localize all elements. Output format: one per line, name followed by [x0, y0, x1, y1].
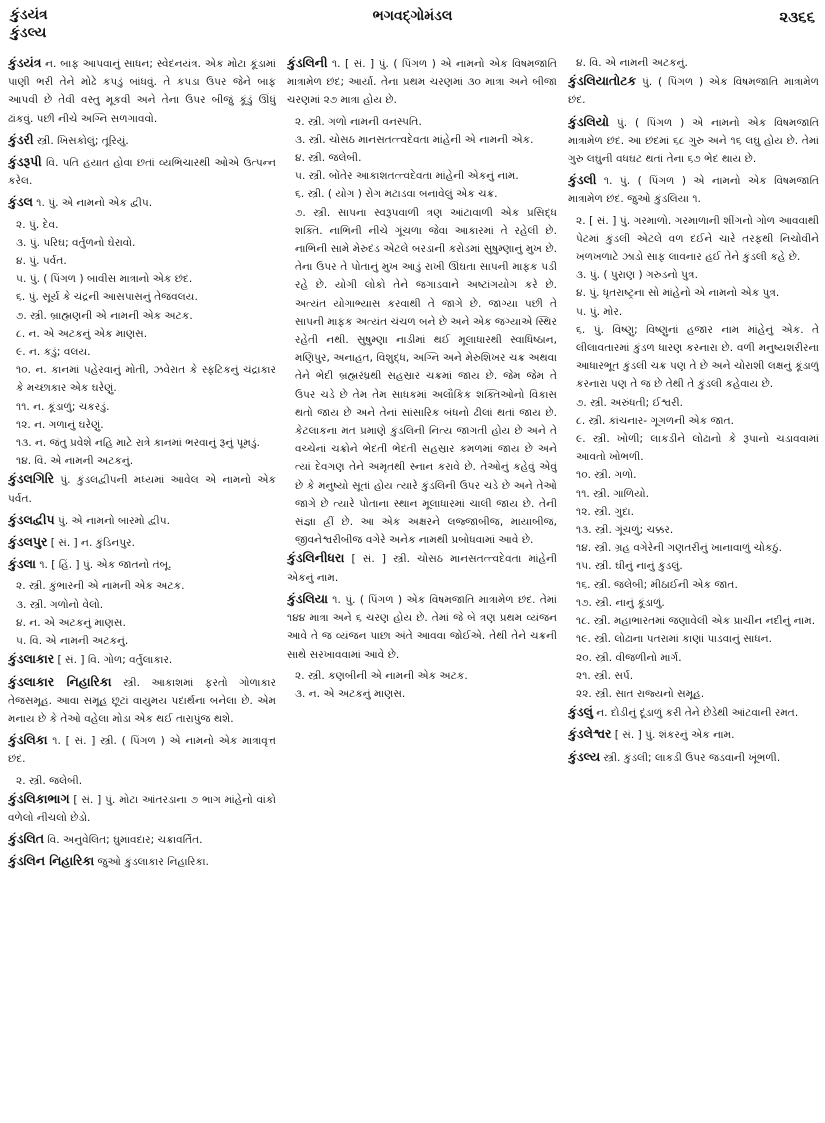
definition-text: ૨. [ સં. ] પું. ગરમાળો. ગરમાળાની શીંગનો ગોળ આવવાથી પેટમાં કુંડલી એટલે વળ દઈને ચારે તરફથી નિચોવીને ખળખળાટે ઝાડો સાફ લાવનાર હઈ તેને કુંડલી કહે છે.	[576, 214, 819, 264]
dictionary-entry	[8, 673, 276, 729]
dictionary-entry	[8, 830, 276, 849]
headword: કુંડલિની	[287, 55, 328, 70]
definition-text: ૧૨. સ્ત્રી. ગુદા.	[576, 505, 634, 518]
sense-line	[568, 667, 819, 685]
page-header	[8, 4, 817, 48]
headword: કુંડલાકાર	[8, 651, 55, 667]
headword: કુંડલિન નિહારિકા	[8, 853, 95, 869]
sense-line	[8, 596, 276, 614]
sense-line	[568, 594, 819, 612]
dictionary-entry	[287, 549, 557, 586]
sense-line	[8, 398, 276, 416]
headword: કુંડલિયો	[568, 113, 609, 129]
definition-text: ૧. પું. ( પિંગળ ) એક વિષમજાતિ માત્રામેળ છંદ. તેમાં ૧૪૪ માત્રા અને ૬ ચરણ હોય છે. તેમાં જે બે ત્રણ પ્રથમ વ્યંજન આવે તે જ વ્યંજન પાછા અંતે આવવા જોઈએ. તેથી તેને ચક્રની સાથે સરખાવવામાં આવે છે.	[287, 593, 557, 661]
definition-text: ૧૪. સ્ત્રી. ગ્રહ વગેરેની ગણતરીનું ખાનાવાળું ચોકઠું.	[576, 542, 782, 555]
dictionary-entry	[8, 470, 276, 507]
sense-line	[287, 685, 557, 703]
headword: કુંડલિત	[8, 831, 44, 847]
sense-line	[8, 307, 276, 325]
dictionary-entry	[8, 511, 276, 530]
sense-line	[568, 54, 819, 72]
headword: કુંડલિયા	[287, 590, 328, 606]
definition-text: ૨૧. સ્ત્રી. સર્પ.	[576, 669, 634, 682]
sense-line	[8, 361, 276, 397]
definition-text: ૮. સ્ત્રી. કાંચનાર- ગૂગળની એક જાત.	[576, 414, 734, 427]
headword: કુંડલું	[568, 704, 593, 720]
headword: કુંડલેશ્વર	[568, 726, 612, 742]
sense-line	[568, 685, 819, 703]
headword: કુંડલિનીધરા	[287, 550, 345, 566]
headword: કુંડલાકાર નિહારિકા	[8, 673, 112, 689]
definition-text: ૩. પું. ( પુરાણ ) ગરુડનો પુત્ર.	[576, 269, 698, 282]
headword: કુંડલદ્વીપ	[8, 511, 55, 527]
guide-word-last: કુંડલ્ય	[10, 25, 47, 41]
definition-text: ૧. પું. એ નામનો એક દ્વીપ.	[32, 197, 153, 210]
column-1	[8, 54, 276, 1118]
sense-line	[8, 216, 276, 234]
dictionary-entry	[8, 54, 276, 128]
definition-text: [ સં. ] પું. શંકરનું એક નામ.	[611, 729, 735, 742]
headword: કુંડલ	[8, 194, 33, 210]
definition-text: વિ. અનુવેલિત; ઘુમાવદાર; ચક્રાવર્તિત.	[43, 834, 203, 847]
definition-text: પું. એ નામનો બારમો દ્વીપ.	[54, 514, 170, 527]
dictionary-entry	[8, 650, 276, 669]
definition-text: ૨. પું. દેવ.	[16, 218, 59, 231]
sense-line	[568, 649, 819, 667]
sense-line	[287, 113, 557, 131]
definition-text: ૭. સ્ત્રી. સાપના સ્વરૂપવાળી ત્રણ આંટાવાળી એક પ્રસિદ્ધ શક્તિ. નાભિની નીચે ગૂંચળા જેવા આકારમાં તે રહેલી છે. નાભિની સામે મેરુદંડ એટલે બરડાની કરોડમાં સુષુમ્ણાનું મુખ છે. તેના ઉપર તે પોતાનું મુખ આડું રાખી ઊંઘતા સાપની માફક પડી રહે છે. યોગી લોકો તેને જગાડવાને અષ્ટાંગયોગ કરે છે. અત્યંત યોગાભ્યાસ કરવાથી તે જાગે છે. જાગ્યા પછી તે સાપની માફક અત્યંત ચંચળ બને છે અને એક જગ્યાએ સ્થિર રહેતી નથી. સુષુમ્ણા નાડીમાં થઈ મૂલાધારથી સ્વાધિષ્ઠાન, મણિપુર, અનાહત, વિશુદ્ધ, અગ્નિ અને મેરુશિખર ચક્ર અથવા તેને ભેદી બ્રહ્મરંધ્રથી સહસ્રાર ચક્રમાં જાય છે. જેમ જેમ તે ઉપર ચડે છે તેમ તેમ સાધકમાં અલૌકિક શક્તિઓનો વિકાસ થતો જાય છે અને તેનાં સાંસારિક બંધનો ઢીલાં થતાં જાય છે. કેટલાકના મત પ્રમાણે કુંડલિની નિત્ય જાગતી હોય છે અને તે વચ્ચેનાં ચક્રોને ભેદતી ભેદતી સહસ્રાર કમળમાં જાય છે અને ત્યાં દેવગણ તેને અમૃતથી સ્નાન કરાવે છે. તેઓનું કહેવું એવું છે કે મનુષ્યો સૂતાં હોય ત્યારે કુંડલિની ઉપર ચડે છે અને તેઓ જાગે છે ત્યારે પોતાના સ્થાન મૂલાધારમાં ચાલી જાય છે. તેની સંજ્ઞા હ્રીં છે. આ એક અક્ષરને લજ્જાબીજ, માયાબીજ, જીવનેશ્વરીબીજ વગેરે અનેક નામથી પ્રબોધવામાં આવે છે.	[295, 206, 557, 547]
headword: કુંડલિકાભાગ	[8, 790, 70, 806]
sense-line	[287, 204, 557, 550]
sense-line	[568, 303, 819, 321]
definition-text: ૨૨. સ્ત્રી. સાત રાજ્યનો સમૂહ.	[576, 687, 705, 700]
sense-line	[287, 185, 557, 203]
definition-text: ૫. સ્ત્રી. બોંતેર આકાશતત્ત્વદેવતા માંહેની એકનું નામ.	[295, 170, 519, 183]
headword: કુંડરૂપી	[8, 154, 42, 170]
headword: કુંડલિયાતોટક	[568, 73, 637, 89]
sense-line	[8, 577, 276, 595]
sense-line	[8, 252, 276, 270]
headword: કુંડરી	[8, 131, 34, 147]
book-title: ભગવદ્ગોમંડલ	[372, 8, 453, 24]
definition-text: ૩. સ્ત્રી. ચોસઠ માનસતત્ત્વદેવતા માંહેની એ નામની એક.	[295, 133, 534, 146]
definition-text: ૧૪. વિ. એ નામની અટકનું.	[16, 455, 134, 468]
headword: કુંડલ્ય	[568, 748, 601, 764]
definition-text: ૧૩. સ્ત્રી. ગૂંચળું; ચક્કર.	[576, 524, 674, 537]
dictionary-entry	[568, 748, 819, 767]
definition-text: ૫. પું. ( પિંગળ ) બાવીસ માત્રાનો એક છંદ.	[16, 273, 193, 286]
definition-text: ન. દોડીનું દૂંડાળું કરી તેને છેડેથી આંટવાની રમત.	[592, 707, 799, 720]
dictionary-entry	[568, 725, 819, 744]
dictionary-entry	[8, 790, 276, 827]
sense-line	[568, 630, 819, 648]
definition-text: ૬. પું. સૂર્ય કે ચંદ્રની આસપાસનું તેજવલય.	[16, 291, 198, 304]
guide-word-first: કુંડયંત્ર	[10, 7, 48, 23]
sense-line	[287, 131, 557, 149]
dictionary-entry	[8, 131, 276, 150]
dictionary-entry	[8, 555, 276, 574]
definition-text: પું. કુંડલદ્વીપની મધ્યમાં આવેલ એ નામનો એક પર્વત.	[8, 474, 276, 505]
definition-text: ૫. વિ. એ નામની અટકનું.	[16, 635, 129, 648]
definition-text: ૩. સ્ત્રી. ગળોનો વેલો.	[16, 598, 104, 611]
dictionary-entry	[568, 72, 819, 109]
sense-line	[8, 288, 276, 306]
sense-line	[568, 576, 819, 594]
dictionary-entry	[287, 590, 557, 664]
definition-text: ૧. પું. ( પિંગળ ) એ નામનો એક વિષમજાતિ માત્રામેળ છંદ. જુઓ કુંડલિયા ૧.	[568, 175, 819, 206]
definition-text: ૩. ન. એ અટકનું માણસ.	[295, 687, 406, 700]
sense-line	[8, 343, 276, 361]
dictionary-entry	[568, 171, 819, 208]
definition-text: ૫. પું. મોર.	[576, 305, 623, 318]
definition-text: [ સં. ] સ્ત્રી. ચોસઠ માનસતત્ત્વદેવતા માંહેની એકનું નામ.	[287, 553, 557, 584]
sense-line	[568, 430, 819, 466]
definition-text: ૧૮. સ્ત્રી. મહાભારતમાં જણાવેલી એક પ્રાચીન નદીનું નામ.	[576, 615, 816, 628]
definition-text: ૬. સ્ત્રી. ( યોગ ) રોગ મટાડવા બનાવેલું એક ચક્ર.	[295, 188, 498, 201]
dictionary-entry	[8, 193, 276, 212]
definition-text: સ્ત્રી. ખિસકોલું; તૂરિયું.	[33, 134, 129, 147]
dictionary-entry	[8, 153, 276, 190]
definition-text: ૩. પું. પરિઘ; વર્તુળનો ઘેરાવો.	[16, 236, 136, 249]
headword: કુંડલા	[8, 556, 36, 572]
definition-text: વિ. પતિ હયાત હોવા છતાં વ્યભિચારથી ઓએ ઉત્પન્ન કરેલ.	[8, 157, 276, 188]
definition-text: ૧૧. ન. કૂંડાળું; ચકરડું.	[16, 400, 110, 413]
sense-line	[8, 234, 276, 252]
sense-line	[8, 452, 276, 470]
definition-text: ન. બાફ આપવાનું સાધન; સ્વેદનયંત્ર. એક મોટા કૂંડામાં પાણી ભરી તેને મોઢે કપડું બાંધવું. તે કપડા ઉપર જેને બાફ આપવી છે તેવી વસ્તુ મૂકવી અને તેના ઉપર બીજું કૂંડું ઊંધું ઢાંકવું. પછી નીચે અગ્નિ સળગાવવો.	[8, 58, 276, 125]
headword: કુંડલગિરિ	[8, 471, 54, 487]
definition-text: ૨. સ્ત્રી. કુંભારની એ નામની એક અટક.	[16, 580, 185, 593]
definition-text: ૧. [ સં. ] સ્ત્રી. ( પિંગળ ) એ નામનો એક માત્રાવૃત્ત છંદ.	[8, 735, 276, 766]
column-3	[568, 54, 819, 1118]
dictionary-entry	[8, 533, 276, 552]
definition-text: સ્ત્રી. આકાશમાં ફરતો ગોળાકાર તેજસમૂહ. આવા સમૂહ છૂટાં વાયુમય પદાર્થના બનેલા છે. એમ મનાય છે કે તેઓ વહેલા મોડા એક થઈ તારાપુંજ થશે.	[8, 676, 276, 725]
definition-text: ૭. સ્ત્રી. અરુંધતી; ઈશ્વરી.	[576, 396, 683, 409]
sense-line	[8, 434, 276, 452]
definition-text: જુઓ કુંડલાકાર નિહારિકા.	[94, 856, 209, 869]
definition-text: ૪. ન. એ અટકનું માણસ.	[16, 616, 126, 629]
definition-text: ૧૭. સ્ત્રી. નાનું કૂંડાળું.	[576, 596, 665, 609]
definition-text: ૮. ન. એ અટકનું એક માણસ.	[16, 327, 148, 340]
definition-text: પું. ( પિંગળ ) એ નામનો એક વિષમજાતિ માત્રામેળ છંદ. આ છંદમાં ૬૮ ગુરુ અને ૧૬ લઘુ હોય છે. તેમાં ગુરુ લઘુની વધઘટ થતાં તેના ૬૭ ભેદ થાય છે.	[568, 116, 819, 166]
sense-line	[568, 466, 819, 484]
dictionary-entry	[287, 54, 557, 110]
dictionary-entry	[568, 113, 819, 169]
sense-line	[8, 614, 276, 632]
definition-text: ૨. સ્ત્રી. ગળો નામની વનસ્પતિ.	[295, 115, 422, 128]
dictionary-entry	[568, 703, 819, 722]
definition-text: ૧. [ હિં. ] પું. એક જાતનો તંબૂ.	[35, 559, 172, 572]
definition-text: ૪. સ્ત્રી. જલેબી.	[295, 152, 362, 165]
definition-text: ૧૧. સ્ત્રી. ગાળિયો.	[576, 487, 649, 500]
definition-text: ૧૦. સ્ત્રી. ગળો.	[576, 469, 637, 482]
headword: કુંડયંત્ર	[8, 55, 42, 70]
definition-text: [ સં. ] પું. મોટા આંતરડાના ૭ ભાગ માંહેનો વાંકો વળેલો નીચલો છેડો.	[8, 793, 276, 824]
sense-line	[8, 325, 276, 343]
sense-line	[568, 394, 819, 412]
sense-line	[568, 284, 819, 302]
sense-line	[568, 321, 819, 394]
definition-text: ૯. સ્ત્રી. ખોળી; લાકડીને લોઢાનો કે રૂપાનો ચડાવવામાં આવતો ખોભળી.	[576, 433, 819, 464]
dictionary-entry	[8, 731, 276, 768]
definition-text: ૧૫. સ્ત્રી. ઘીનું નાનું કુડલું.	[576, 560, 683, 573]
sense-line	[287, 667, 557, 685]
definition-text: ૪. વિ. એ નામની અટકનું.	[576, 57, 688, 69]
definition-text: ૨૦. સ્ત્રી. વીજળીનો માર્ગ.	[576, 651, 682, 664]
dictionary-entry	[8, 852, 276, 871]
sense-line	[568, 539, 819, 557]
definition-text: ૧૩. ન. જંતુ પ્રવેશે નહિ માટે રાત્રે કાનમાં ભરવાનું રૂનું પૂમડું.	[16, 437, 261, 450]
definition-text: ૨. સ્ત્રી. જલેબી.	[16, 774, 83, 787]
definition-text: ૬. પું. વિષ્ણુ; વિષ્ણુનાં હજાર નામ માંહેનું એક. તે લીલાવતારમાં કુંડળ ધારણ કરનારા છે. વળી મનુષ્યશરીરના આધારભૂત કુંડલી ચક્ર પણ તે છે અને ચોરાશી લક્ષનું કૂંડાળું કરનારા પણ તે જ છે તેથી તે કુંડલી કહેવાય છે.	[576, 323, 819, 391]
sense-line	[568, 412, 819, 430]
definition-text: ૨. સ્ત્રી. કણબીની એ નામની એક અટક.	[295, 669, 468, 682]
definition-text: [ સં. ] વિ. ગોળ; વર્તુલાકાર.	[54, 654, 173, 667]
definition-text: પું. ( પિંગળ ) એક વિષમજાતિ માત્રામેળ છંદ.	[568, 76, 819, 107]
definition-text: ૭. સ્ત્રી. બ્રાહ્મણની એ નામની એક અટક.	[16, 309, 193, 322]
definition-text: ૧૨. ન. ગળાનું ઘરેણું.	[16, 418, 104, 431]
headword: કુંડલપુર	[8, 534, 48, 550]
sense-line	[287, 167, 557, 185]
sense-line	[568, 266, 819, 284]
sense-line	[8, 772, 276, 790]
sense-line	[568, 521, 819, 539]
sense-line	[568, 485, 819, 503]
headword: કુંડલિકા	[8, 732, 48, 748]
definition-text: ૧૯. સ્ત્રી. લોઢાના પતરામાં કાણાં પાડવાનું સાધન.	[576, 633, 772, 646]
sense-line	[8, 416, 276, 434]
sense-line	[568, 557, 819, 575]
sense-line	[568, 212, 819, 267]
column-2	[287, 54, 557, 1118]
definition-text: ૧. [ સં. ] પું. ( પિંગળ ) એ નામનો એક વિષમજાતિ માત્રામેળ છંદ; આર્યા. તેના પ્રથમ ચરણમાં ૩૦ માત્રા અને બીજા ચરણમાં ૨૭ માત્રા હોય છે.	[287, 58, 557, 107]
sense-line	[287, 149, 557, 167]
sense-line	[8, 270, 276, 288]
sense-line	[568, 503, 819, 521]
definition-text: ૧૦. ન. કાનમાં પહેરવાનું મોતી, ઝવેરાત કે સ્ફટિકનું ચંદ્રાકાર કે મચ્છાકાર એક ઘરેણું.	[16, 364, 276, 395]
definition-text: ૪. પું. ધૃતરાષ્ટ્રના સો માંહેનો એ નામનો એક પુત્ર.	[576, 287, 780, 300]
headword: કુંડલી	[568, 172, 597, 188]
definition-text: ૯. ન. કડું; વલય.	[16, 346, 91, 359]
definition-text: ૧૬. સ્ત્રી. જલેબી; મીઠાઈની એક જાત.	[576, 578, 738, 591]
definition-text: ૪. પું. પર્વત.	[16, 255, 67, 268]
sense-line	[8, 632, 276, 650]
definition-text: સ્ત્રી. કુંડલી; લાકડી ઉપર જડવાની ખૂંભળી.	[600, 751, 781, 764]
page-number: ૨૩૬૬	[779, 8, 815, 26]
sense-line	[568, 612, 819, 630]
dictionary-columns	[8, 54, 819, 1118]
definition-text: [ સં. ] ન. કુંડિનપુર.	[47, 537, 135, 550]
